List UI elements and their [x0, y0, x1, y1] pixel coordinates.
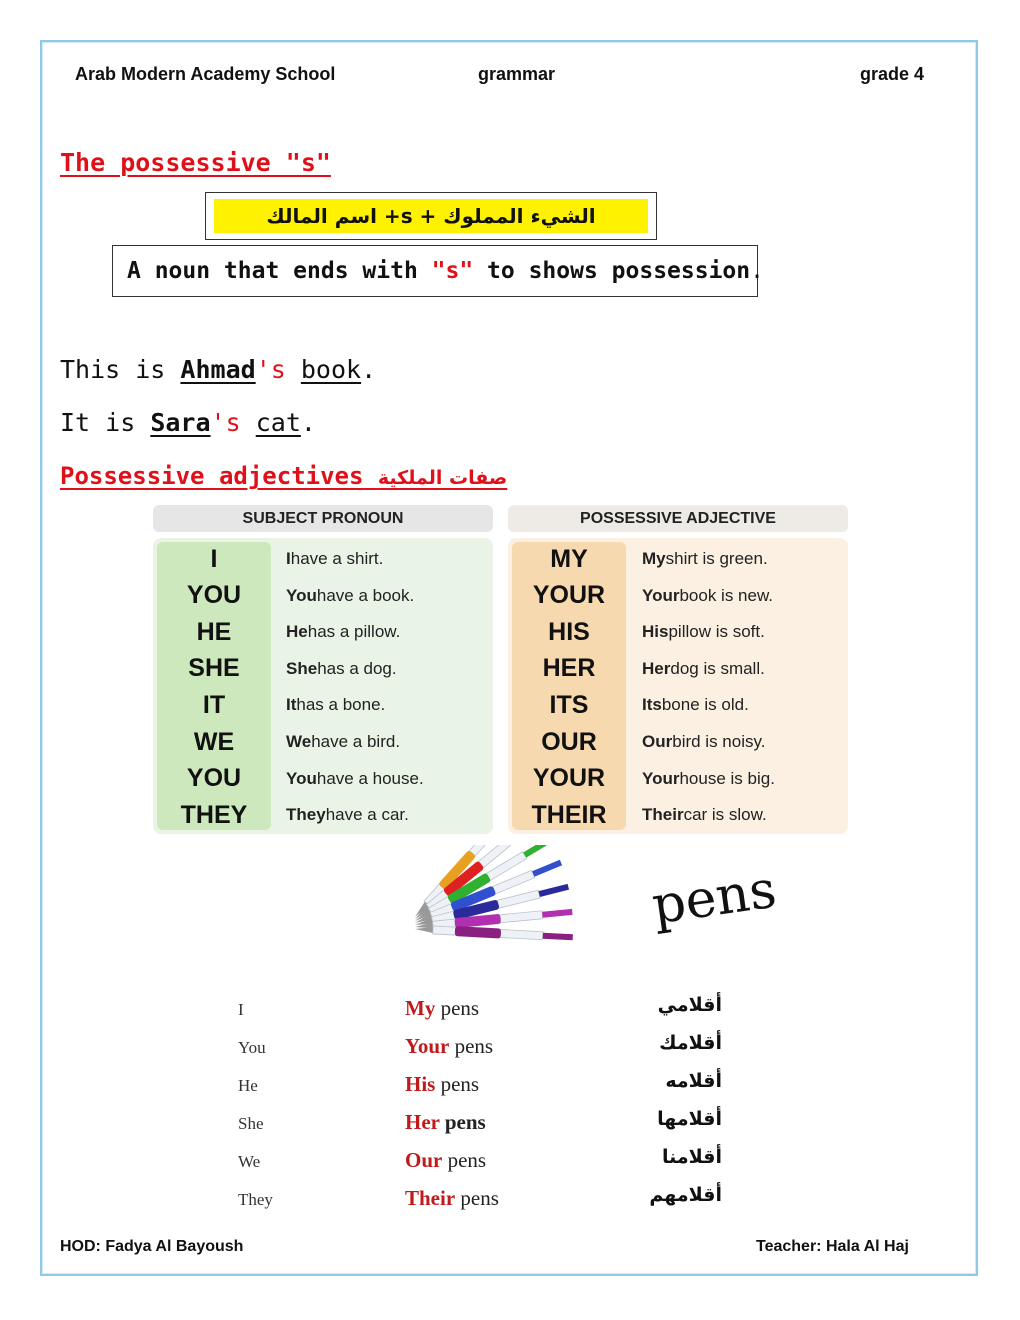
pens-noun: pens — [442, 1148, 487, 1172]
possessive-adjective-word — [512, 761, 626, 797]
subject-sentence-rest: have a car. — [325, 805, 409, 825]
possessive-sentence-bold: Its — [642, 695, 662, 715]
subject-pronoun-word — [157, 724, 271, 760]
possessive-s-title: The possessive "s" — [60, 148, 331, 177]
subject-pronoun-text: THEY — [180, 800, 248, 829]
colored-pens-illustration — [395, 845, 625, 965]
example-owner: Sara — [150, 408, 211, 437]
subject-sentence-rest: has a dog. — [317, 658, 397, 678]
example-sentence-2 — [60, 408, 316, 437]
section-title-en: Possessive adjectives — [60, 462, 364, 490]
subject-pronoun-word — [157, 797, 271, 833]
subject-sentence-bold: It — [286, 695, 297, 715]
subject-sentence-rest: have a bird. — [311, 732, 401, 751]
pens-possessive-phrase — [405, 1110, 486, 1135]
teacher-name: Teacher: Hala Al Haj — [756, 1238, 909, 1255]
example-period: . — [361, 355, 377, 384]
possessive-sentence-rest: bird is noisy. — [672, 732, 766, 751]
pens-possessive-adjective: His — [405, 1072, 436, 1096]
school-name: Arab Modern Academy School — [75, 64, 336, 84]
subject-sentence-bold: They — [286, 805, 326, 825]
example-sentence-1 — [60, 355, 376, 384]
possessive-sentence — [642, 724, 765, 760]
subject-pronoun-text: I — [210, 544, 218, 573]
definition-s: "s" — [431, 258, 474, 284]
subject-pronoun-text: WE — [193, 727, 235, 756]
pens-possessive-adjective: My — [405, 996, 436, 1020]
subject-sentence-bold: We — [286, 732, 312, 751]
possessive-adjective-text: ITS — [549, 690, 589, 719]
possessive-sentence-rest: pillow is soft. — [668, 622, 765, 642]
possessive-sentence — [642, 797, 767, 833]
subject-sentence — [286, 578, 414, 614]
definition-post: to shows possession — [473, 258, 751, 284]
subject-sentence-rest: has a pillow. — [307, 622, 401, 642]
possessive-sentence — [642, 761, 775, 797]
subject-sentence — [286, 797, 409, 833]
pens-arabic: أقلامهم — [649, 1184, 722, 1206]
example-apostrophe: ' — [255, 355, 271, 384]
possessive-adjective-word — [512, 724, 626, 760]
pens-noun: pens — [439, 1110, 486, 1134]
pens-pronoun: We — [238, 1152, 261, 1171]
subject-pronoun-text: HE — [196, 617, 232, 646]
pens-possessive-adjective: Their — [405, 1186, 456, 1210]
possessive-sentence — [642, 541, 768, 577]
possessive-adjective-text: YOUR — [532, 581, 606, 610]
subject-pronoun-text: SHE — [188, 654, 240, 683]
pens-possessive-adjective: Her — [405, 1110, 440, 1134]
possessive-sentence-bold: Your — [642, 768, 680, 788]
definition-period: . — [750, 258, 764, 284]
possessive-sentence — [642, 614, 765, 650]
subject-pronoun-word — [157, 761, 271, 797]
example-space — [286, 355, 301, 384]
example-pre: This is — [60, 355, 181, 384]
possessive-adjective-text: HIS — [548, 617, 590, 646]
possessive-adjective-text: MY — [550, 544, 588, 573]
pens-arabic: أقلامها — [657, 1108, 722, 1130]
subject-sentence — [286, 651, 397, 687]
pens-noun: pens — [449, 1034, 494, 1058]
subject-sentence — [286, 614, 400, 650]
possessive-sentence-rest: car is slow. — [683, 805, 767, 825]
pens-arabic: أقلامي — [657, 994, 722, 1016]
subject-sentence-rest: have a house. — [316, 768, 424, 788]
subject-pronoun-word — [157, 687, 271, 723]
pens-pronoun: He — [238, 1076, 258, 1095]
formula-arabic: الشيء المملوك + s+ اسم المالك — [214, 199, 648, 233]
possessive-sentence — [642, 651, 765, 687]
subject-sentence-bold: He — [286, 622, 308, 642]
pens-pronoun: They — [238, 1190, 273, 1209]
pens-possessive-phrase — [405, 996, 479, 1021]
possessive-adjective-word — [512, 614, 626, 650]
pens-arabic: أقلامنا — [661, 1146, 722, 1168]
possessive-adjective-word — [512, 578, 626, 614]
possessive-adjective-header: POSSESSIVE ADJECTIVE — [508, 505, 848, 532]
pronoun-table — [153, 505, 849, 838]
subject-sentence-rest: has a bone. — [296, 695, 386, 715]
pens-noun: pens — [435, 1072, 480, 1096]
pens-noun: pens — [435, 996, 480, 1020]
possessive-sentence-rest: house is big. — [679, 768, 775, 788]
example-thing: book — [300, 355, 362, 384]
possessive-sentence-bold: His — [642, 622, 669, 642]
subject-pronoun-text: YOU — [186, 581, 242, 610]
possessive-sentence-bold: My — [642, 549, 666, 568]
possessive-adjective-text: YOUR — [532, 764, 606, 793]
pens-possessive-adjective: Our — [405, 1148, 443, 1172]
possessive-sentence-rest: book is new. — [679, 585, 774, 605]
subject-label: grammar — [478, 64, 556, 84]
pens-possessive-phrase — [405, 1148, 486, 1173]
possessive-adjective-text: HER — [542, 654, 596, 683]
subject-pronoun-word — [157, 578, 271, 614]
subject-sentence — [286, 541, 383, 577]
possessive-adjective-word — [512, 687, 626, 723]
possessive-adjective-text: OUR — [541, 727, 597, 756]
possessive-adjectives-title — [60, 462, 547, 490]
possessive-sentence — [642, 687, 749, 723]
subject-pronoun-text: IT — [202, 690, 226, 719]
pens-pronoun: You — [238, 1038, 266, 1057]
possessive-adjective-text: THEIR — [531, 800, 607, 829]
possessive-adjective-word — [512, 797, 626, 833]
pens-possessive-phrase — [405, 1072, 479, 1097]
definition-box — [112, 245, 764, 297]
subject-pronoun-word — [157, 541, 271, 577]
pens-arabic: أقلامه — [665, 1070, 722, 1092]
subject-pronoun-word — [157, 614, 271, 650]
subject-pronoun-text: YOU — [186, 764, 242, 793]
example-pre: It is — [60, 408, 151, 437]
possessive-sentence — [642, 578, 773, 614]
subject-pronoun-word — [157, 651, 271, 687]
pens-possessive-phrase — [405, 1034, 493, 1059]
subject-sentence — [286, 724, 400, 760]
example-s: s — [270, 355, 286, 384]
possessive-sentence-rest: bone is old. — [661, 695, 749, 715]
possessive-sentence-bold: Her — [642, 658, 671, 678]
subject-sentence-rest: have a shirt. — [290, 549, 384, 568]
possessive-sentence-bold: Our — [642, 732, 673, 751]
subject-pronoun-header: SUBJECT PRONOUN — [153, 505, 493, 532]
subject-sentence-bold: You — [286, 585, 317, 605]
grade-label: grade 4 — [860, 64, 925, 84]
pens-possessive-adjective: Your — [405, 1034, 450, 1058]
pens-pronoun: I — [238, 1000, 244, 1019]
formula-box — [205, 192, 657, 240]
possessive-adjective-word — [512, 651, 626, 687]
example-thing: cat — [255, 408, 301, 437]
pens-label: pens — [648, 859, 780, 937]
possessive-sentence-rest: shirt is green. — [665, 549, 768, 568]
example-owner: Ahmad — [180, 355, 256, 384]
pen — [415, 924, 573, 942]
example-period: . — [300, 408, 316, 437]
subject-sentence-rest: have a book. — [316, 585, 415, 605]
possessive-sentence-bold: Their — [642, 805, 684, 825]
subject-sentence — [286, 761, 424, 797]
subject-sentence-bold: She — [286, 658, 318, 678]
example-space — [241, 408, 256, 437]
possessive-sentence-rest: dog is small. — [670, 658, 765, 678]
pens-possessive-phrase — [405, 1186, 499, 1211]
possessive-sentence-bold: Your — [642, 585, 680, 605]
possessive-adjective-word — [512, 541, 626, 577]
pens-noun: pens — [455, 1186, 499, 1210]
hod-name: HOD: Fadya Al Bayoush — [60, 1238, 244, 1255]
subject-sentence-bold: I — [286, 549, 291, 568]
pens-arabic: أقلامك — [659, 1032, 722, 1054]
subject-sentence-bold: You — [286, 768, 317, 788]
section-title-ar: صفات الملكية — [377, 467, 508, 489]
example-apostrophe: ' — [210, 408, 226, 437]
definition-pre: A noun that ends with — [127, 258, 432, 284]
subject-sentence — [286, 687, 385, 723]
pens-pronoun: She — [238, 1114, 264, 1133]
example-s: s — [225, 408, 241, 437]
